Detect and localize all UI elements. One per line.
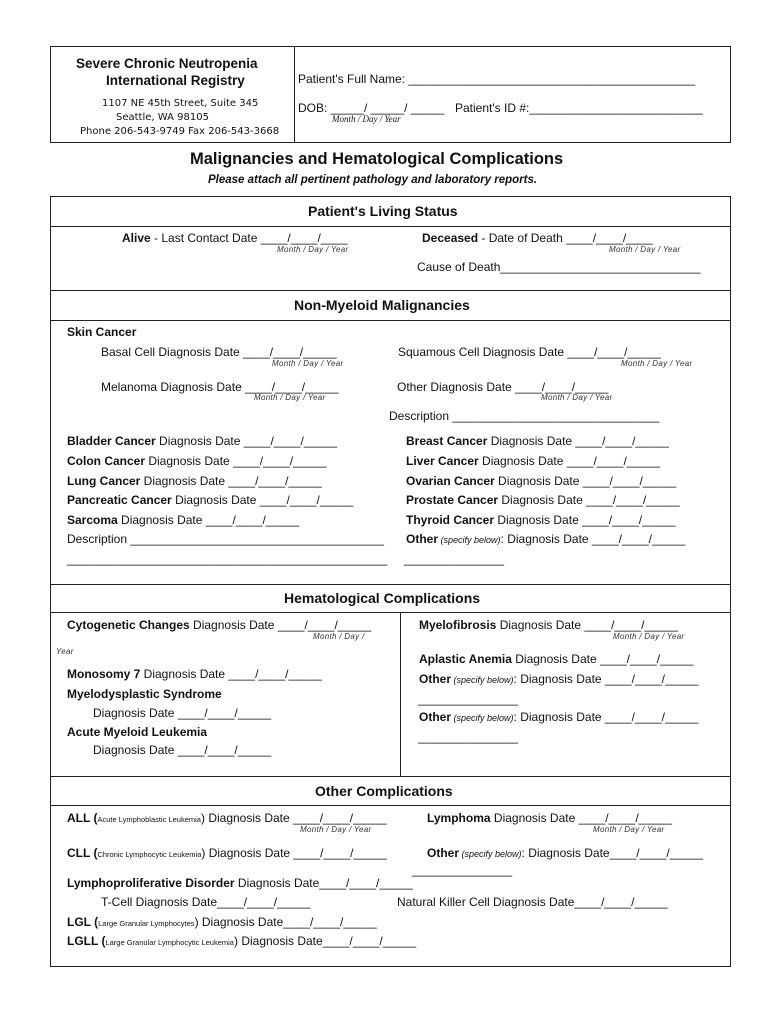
page-title: Malignancies and Hematological Complications <box>190 150 564 168</box>
monosomy-date: Diagnosis Date ____/____/_____ <box>140 667 322 681</box>
aml-date-field[interactable]: Diagnosis Date ____/____/_____ <box>93 743 272 757</box>
breast-date: Diagnosis Date ____/____/_____ <box>487 434 669 448</box>
aplastic-anemia-field[interactable] <box>419 652 693 666</box>
hemato-other1-label: Other <box>419 672 452 686</box>
lgll-label: LGLL ( <box>67 934 106 948</box>
mds-label: Myelodysplastic Syndrome <box>67 687 222 701</box>
cytogenetic-date: Diagnosis Date ____/____/_____ <box>189 618 372 632</box>
breast-label: Breast Cancer <box>406 434 488 448</box>
cancer-other-spec: (specify below) <box>438 535 501 545</box>
liver-cancer-field[interactable] <box>406 454 660 468</box>
cytogenetic-field[interactable] <box>67 618 371 632</box>
all-field[interactable] <box>67 811 386 825</box>
cll-label: CLL ( <box>67 846 98 860</box>
cancer-other-date: : Diagnosis Date ____/____/_____ <box>500 532 686 546</box>
all-date: ) Diagnosis Date ____/____/_____ <box>200 811 387 825</box>
living-status-header: Patient's Living Status <box>308 203 458 219</box>
myelofibrosis-date: Diagnosis Date ____/____/_____ <box>496 618 678 632</box>
prostate-cancer-field[interactable] <box>406 493 680 507</box>
melanoma-sublabel: Month / Day / Year <box>254 393 326 402</box>
non-myeloid-header: Non-Myeloid Malignancies <box>294 297 470 313</box>
lgll-date: ) Diagnosis Date____/____/_____ <box>233 934 417 948</box>
lgll-fullname: Large Granular Lymphocytic Leukemia <box>105 938 234 947</box>
thyroid-date: Diagnosis Date ____/____/_____ <box>494 513 676 527</box>
lgll-field[interactable] <box>67 934 416 948</box>
divider <box>50 226 731 227</box>
aplastic-label: Aplastic Anemia <box>419 652 512 666</box>
sarcoma-date: Diagnosis Date ____/____/_____ <box>117 513 300 527</box>
colon-date: Diagnosis Date ____/____/_____ <box>145 454 327 468</box>
bladder-cancer-field[interactable] <box>67 434 337 448</box>
hemato-other2-line[interactable]: _______________ <box>418 730 519 744</box>
bladder-date: Diagnosis Date ____/____/_____ <box>155 434 338 448</box>
colon-label: Colon Cancer <box>67 454 146 468</box>
thyroid-label: Thyroid Cancer <box>406 513 495 527</box>
cause-of-death-field[interactable]: Cause of Death______________________________ <box>417 260 701 274</box>
divider <box>50 612 731 613</box>
registry-phone-fax: Phone 206-543-9749 Fax 206-543-3668 <box>80 126 280 137</box>
cll-fullname: Chronic Lymphocytic Leukemia <box>97 850 202 859</box>
lymphoma-field[interactable] <box>427 811 672 825</box>
skin-cancer-label: Skin Cancer <box>67 325 137 339</box>
dob-field[interactable]: DOB: _____/ _____/ _____ <box>298 101 445 115</box>
colon-cancer-field[interactable] <box>67 454 327 468</box>
sarcoma-field[interactable] <box>67 513 299 527</box>
hemato-other2-spec: (specify below) <box>451 713 514 723</box>
skin-other-field[interactable]: Other Diagnosis Date ____/____/_____ <box>397 380 609 394</box>
other-complications-header: Other Complications <box>315 783 453 799</box>
alive-date: - Last Contact Date ____/____/____ <box>150 231 348 245</box>
cll-field[interactable] <box>67 846 387 860</box>
deceased-field[interactable] <box>422 231 653 245</box>
hematological-header: Hematological Complications <box>284 590 481 606</box>
deceased-sublabel: Month / Day / Year <box>609 245 681 254</box>
divider <box>50 805 731 806</box>
prostate-date: Diagnosis Date ____/____/_____ <box>498 493 680 507</box>
patient-name-field[interactable]: Patient's Full Name: ___________________________________________ <box>298 72 696 86</box>
registry-name-line1: Severe Chronic Neutropenia <box>76 56 258 71</box>
cancer-other-field[interactable] <box>406 532 685 546</box>
header-divider <box>294 46 295 143</box>
lung-label: Lung Cancer <box>67 474 141 488</box>
divider <box>50 320 731 321</box>
lymphoma-label: Lymphoma <box>427 811 491 825</box>
aml-label: Acute Myeloid Leukemia <box>67 725 208 739</box>
all-label: ALL ( <box>67 811 98 825</box>
lung-cancer-field[interactable] <box>67 474 322 488</box>
deceased-label: Deceased <box>422 231 479 245</box>
hemato-other2-date: : Diagnosis Date ____/____/_____ <box>513 710 699 724</box>
liver-date: Diagnosis Date ____/____/_____ <box>478 454 661 468</box>
cancer-other-label: Other <box>406 532 439 546</box>
monosomy-label: Monosomy 7 <box>67 667 141 681</box>
all-sublabel: Month / Day / Year <box>300 825 372 834</box>
skin-other-sublabel: Month / Day / Year <box>541 393 613 402</box>
lgl-label: LGL ( <box>67 915 99 929</box>
alive-field[interactable] <box>122 231 348 245</box>
squamous-cell-field[interactable]: Squamous Cell Diagnosis Date ____/____/_____ <box>398 345 661 359</box>
lgl-field[interactable] <box>67 915 377 929</box>
basal-cell-field[interactable]: Basal Cell Diagnosis Date ____/____/_____ <box>101 345 337 359</box>
myelofibrosis-field[interactable] <box>419 618 678 632</box>
tcell-field[interactable]: T-Cell Diagnosis Date____/____/_____ <box>101 895 311 909</box>
mds-date-field[interactable]: Diagnosis Date ____/____/_____ <box>93 706 272 720</box>
cytogenetic-year-sublabel: Year <box>56 647 74 656</box>
hemato-other2-label: Other <box>419 710 452 724</box>
registry-address2: Seattle, WA 98105 <box>116 112 209 123</box>
sarcoma-label: Sarcoma <box>67 513 118 527</box>
cancer-other-line[interactable]: _______________ <box>404 552 505 566</box>
dob-sublabel: Month / Day / Year <box>332 114 401 124</box>
all-fullname: Acute Lymphoblastic Leukemia <box>97 815 201 824</box>
lymphoma-date: Diagnosis Date ____/____/_____ <box>490 811 673 825</box>
nk-cell-field[interactable]: Natural Killer Cell Diagnosis Date____/____/_____ <box>397 895 668 909</box>
melanoma-field[interactable]: Melanoma Diagnosis Date ____/____/_____ <box>101 380 339 394</box>
lymphoma-sublabel: Month / Day / Year <box>593 825 665 834</box>
myelofibrosis-sublabel: Month / Day / Year <box>613 632 685 641</box>
pancreatic-date: Diagnosis Date ____/____/_____ <box>171 493 354 507</box>
registry-name-line2: International Registry <box>106 73 245 88</box>
skin-description-field[interactable]: Description _______________________________ <box>389 409 660 423</box>
alive-label: Alive <box>122 231 151 245</box>
basal-sublabel: Month / Day / Year <box>272 359 344 368</box>
page-subtitle: Please attach all pertinent pathology and laboratory reports. <box>208 174 538 186</box>
othercomp-other-line[interactable]: _______________ <box>412 863 513 877</box>
ovarian-cancer-field[interactable] <box>406 474 676 488</box>
squamous-sublabel: Month / Day / Year <box>621 359 693 368</box>
othercomp-other-spec: (specify below) <box>459 849 522 859</box>
hemato-other1-field[interactable] <box>419 672 698 686</box>
deceased-date: - Date of Death ____/____/____ <box>478 231 653 245</box>
lpd-date: Diagnosis Date____/____/_____ <box>234 876 413 890</box>
othercomp-other-date: : Diagnosis Date____/____/_____ <box>521 846 704 860</box>
lpd-label: Lymphoproliferative Disorder <box>67 876 235 890</box>
lpd-field[interactable] <box>67 876 413 890</box>
registry-address1: 1107 NE 45th Street, Suite 345 <box>102 98 259 109</box>
othercomp-other-label: Other <box>427 846 460 860</box>
monosomy-field[interactable] <box>67 667 322 681</box>
prostate-label: Prostate Cancer <box>406 493 499 507</box>
myelofibrosis-label: Myelofibrosis <box>419 618 497 632</box>
lung-date: Diagnosis Date ____/____/_____ <box>140 474 322 488</box>
lgl-date: ) Diagnosis Date____/____/_____ <box>194 915 377 929</box>
cll-date: ) Diagnosis Date ____/____/_____ <box>201 846 387 860</box>
pancreatic-label: Pancreatic Cancer <box>67 493 172 507</box>
breast-cancer-field[interactable] <box>406 434 669 448</box>
patient-id-field[interactable]: Patient's ID #:__________________________ <box>455 101 703 115</box>
divider <box>50 584 731 585</box>
divider <box>50 290 731 291</box>
cancer-description-field[interactable]: Description ______________________________________ <box>67 532 384 546</box>
ovarian-label: Ovarian Cancer <box>406 474 495 488</box>
cytogenetic-sublabel: Month / Day / <box>313 632 365 641</box>
liver-label: Liver Cancer <box>406 454 479 468</box>
aplastic-date: Diagnosis Date ____/____/_____ <box>511 652 694 666</box>
cytogenetic-label: Cytogenetic Changes <box>67 618 190 632</box>
ovarian-date: Diagnosis Date ____/____/_____ <box>494 474 677 488</box>
divider <box>50 776 731 777</box>
lgl-fullname: Large Granular Lymphocytes <box>98 919 195 928</box>
alive-sublabel: Month / Day / Year <box>277 245 349 254</box>
hemato-other2-field[interactable] <box>419 710 698 724</box>
bladder-label: Bladder Cancer <box>67 434 156 448</box>
hemato-other1-date: : Diagnosis Date ____/____/_____ <box>513 672 699 686</box>
hemato-other1-spec: (specify below) <box>451 675 514 685</box>
othercomp-other-field[interactable] <box>427 846 703 860</box>
cancer-description-line[interactable]: ________________________________________________ <box>67 552 388 566</box>
pancreatic-cancer-field[interactable] <box>67 493 353 507</box>
hemato-other1-line[interactable]: _______________ <box>418 692 519 706</box>
hemato-divider <box>400 612 401 776</box>
thyroid-cancer-field[interactable] <box>406 513 676 527</box>
